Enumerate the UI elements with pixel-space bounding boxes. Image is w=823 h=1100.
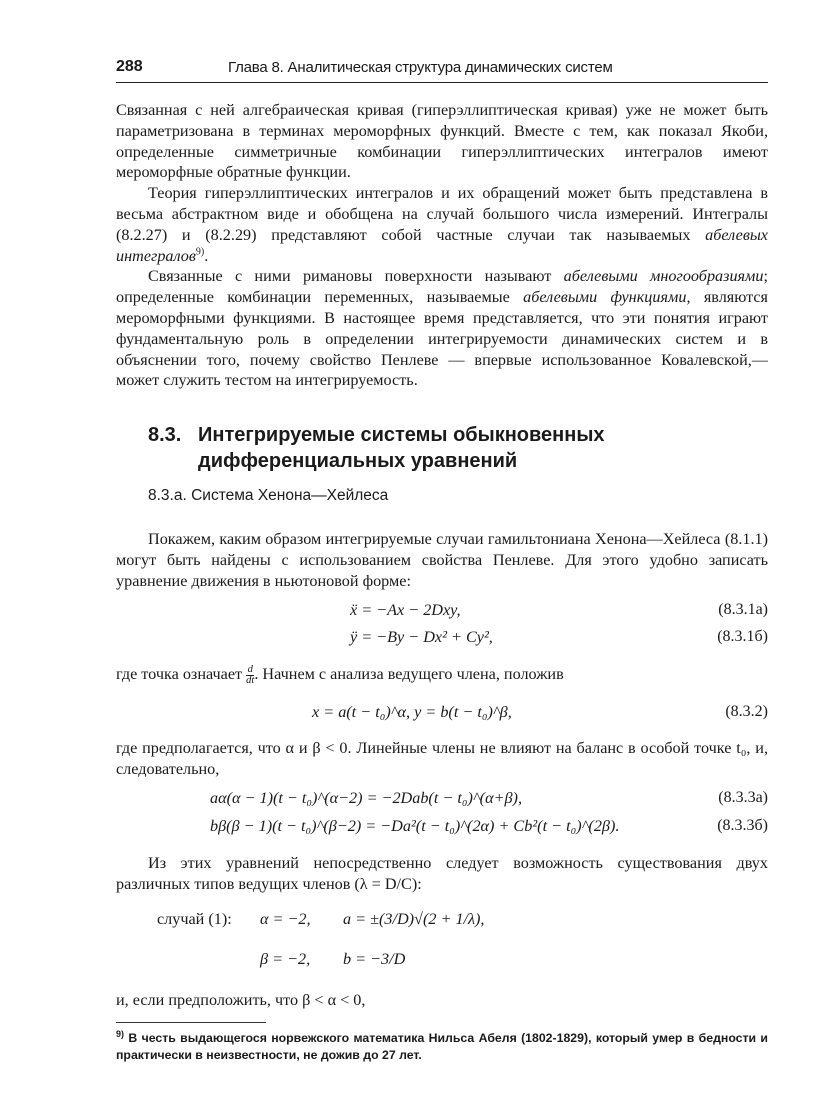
derivative-fraction: $\frac{d}{dt}$ (246, 663, 255, 686)
case-a: a = ±(3/D)√(2 + 1/λ), (343, 910, 485, 928)
paragraph-7: Из этих уравнений непосредственно следует возможность существования двух различных типов ведущих членов (λ = D/C): (116, 854, 768, 893)
footnote-text: В честь выдающегося норвежского математика Нильса Абеля (1802-1829), который умер в бедности и практически в неизвестности, не дожив до 27 лет. (116, 1031, 768, 1062)
equation-8-3-1b: ÿ = −By − Dx² + Cy², (350, 628, 493, 646)
paragraph-3: Связанные с ними римановы поверхности называют абелевыми многообразиями; определенные комбинации переменных, называемые абелевыми функциями, являются мероморфными функциями. В настоящее время представляется, что эти понятия играют фундаментальную роль в определении интегрируемости динамических систем и в объяснении того, почему свойство Пенлеве — впервые использованное Ковалевской,— может служить тестом на интегрируемость. (116, 267, 768, 390)
paragraph-5: где точка означает $\frac{d}{dt}$ . Начнем с анализа ведущего члена, положив (116, 663, 564, 686)
paragraph-4-block (116, 529, 768, 591)
paragraph-8-block (116, 990, 768, 1011)
footnote-mark: 9) (116, 1028, 125, 1039)
section-heading (148, 422, 605, 474)
paragraph-2: Теория гиперэллиптических интегралов и их обращений может быть представлена в весьма абстрактном виде и обобщена на случай большого числа измерений. Интегралы (8.2.27) и (8.2.29) представляют собой частные случаи так называемых абелевых интегралов$^{9)}$. (116, 184, 768, 265)
equation-8-3-1a: ẍ = −Ax − 2Dxy, (350, 601, 461, 619)
term-abelian-manifolds: абелевыми многообразиями (563, 267, 764, 286)
equation-number-8-3-1a: (8.3.1a) (718, 601, 768, 618)
paragraph-6: где предполагается, что α и β < 0. Линейные члены не влияют на баланс в особой точке t₀, и, следовательно, (116, 739, 768, 778)
footnote-ref[interactable]: 9) (195, 246, 205, 258)
equation-number-8-3-1b: (8.3.1б) (717, 628, 768, 645)
paragraph-8: и, если предположить, что β < α < 0, (116, 991, 366, 1009)
footnote-rule (116, 1022, 266, 1023)
equation-8-3-3b: bβ(β − 1)(t − t₀)^(β−2) = −Da²(t − t₀)^(2α) + Cb²(t − t₀)^(2β). (210, 817, 620, 835)
chapter-title: Глава 8. Аналитическая структура динамических систем (228, 59, 613, 76)
equation-number-8-3-3b: (8.3.3б) (717, 817, 768, 834)
equation-8-3-2: x = a(t − t₀)^α, y = b(t − t₀)^β, (312, 703, 512, 721)
case-alpha: α = −2, (260, 910, 311, 928)
section-title-line1: Интегрируемые системы обыкновенных (198, 424, 605, 446)
case-beta: β = −2, (260, 950, 311, 968)
case-b: b = −3/D (343, 950, 406, 968)
paragraph-4: Покажем, каким образом интегрируемые случаи гамильтониана Хенона—Хейлеса (8.1.1) могут быть найдены с использованием свойства Пенлеве. Для этого удобно записать уравнение движения в ньютоновой форме: (116, 530, 768, 590)
equation-number-8-3-3a: (8.3.3a) (718, 789, 768, 806)
term-abelian-functions: абелевыми функциями (523, 288, 687, 307)
page-number: 288 (116, 58, 143, 75)
running-header (116, 56, 768, 83)
case-label: случай (1): (157, 910, 232, 928)
equation-number-8-3-2: (8.3.2) (725, 703, 768, 720)
paragraph-1: Связанная с ней алгебраическая кривая (гиперэллиптическая кривая) уже не может быть параметризована в терминах мероморфных функций. Вместе с тем, как показал Якоби, определенные симметричные комбинации гиперэллиптических интегралов имеют мероморфные обратные функции. (116, 101, 768, 182)
section-title-line2: дифференциальных уравнений (198, 450, 518, 472)
paragraph-7-block (116, 853, 768, 895)
term-abelian-integrals: абелевых интегралов (116, 225, 768, 265)
subsection-heading: 8.3.a. Система Хенона—Хейлеса (148, 487, 389, 504)
footnote-9 (116, 1030, 768, 1064)
paragraph-5-block (116, 664, 768, 686)
paragraph-6-block (116, 738, 768, 780)
section-number: 8.3. (148, 424, 182, 446)
intro-text (116, 100, 768, 391)
equation-8-3-3a: aα(α − 1)(t − t₀)^(α−2) = −2Dab(t − t₀)^(α+β), (210, 789, 522, 807)
